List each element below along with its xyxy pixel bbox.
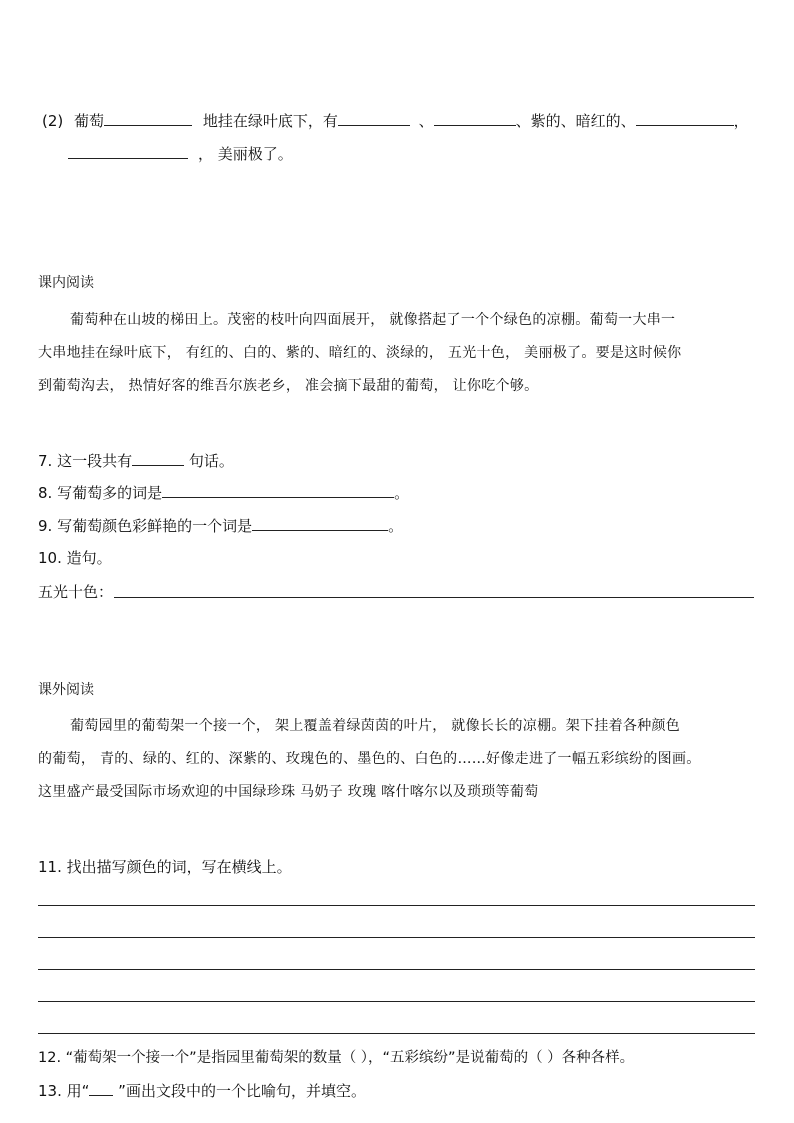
- answer-line[interactable]: [114, 597, 754, 598]
- answer-blank[interactable]: [104, 111, 192, 126]
- answer-blank[interactable]: [162, 483, 394, 498]
- answer-blank[interactable]: [252, 516, 388, 531]
- answer-line[interactable]: [38, 937, 755, 938]
- passage-line: 这里盛产最受国际市场欢迎的中国绿珍珠 马奶子 玫瑰 喀什喀尔以及琐琐等葡萄: [38, 784, 539, 800]
- reading-passage-1: [38, 304, 758, 403]
- passage-line: 的葡萄， 青的、绿的、红的、深紫的、玫瑰色的、墨色的、白色的……好像走进了一幅五彩缤纷的图画。: [38, 751, 701, 767]
- passage-line: 大串地挂在绿叶底下， 有红的、白的、紫的、暗红的、淡绿的， 五光十色， 美丽极了。要是这时候你: [38, 345, 682, 361]
- section-heading-in-class-reading: 课内阅读: [38, 275, 94, 291]
- question-8: 8. 写葡萄多的词是 。: [38, 484, 410, 502]
- answer-blank[interactable]: [636, 111, 734, 126]
- question-number: (2): [42, 112, 64, 130]
- answer-line[interactable]: [38, 905, 755, 906]
- question-7: 7. 这一段共有 句话。: [38, 452, 234, 470]
- reading-passage-2: [38, 710, 758, 809]
- answer-blank[interactable]: [434, 111, 516, 126]
- question-12: 12. “葡萄架一个接一个”是指园里葡萄架的数量（ ），“五彩缤纷”是说葡萄的（ ）各种各样。: [38, 1050, 635, 1066]
- answer-line[interactable]: [38, 969, 755, 970]
- question-2-line-2: ， 美丽极了。: [68, 144, 293, 164]
- answer-blank[interactable]: [338, 111, 410, 126]
- answer-blank[interactable]: [68, 144, 188, 159]
- question-9: 9. 写葡萄颜色彩鲜艳的一个词是 。: [38, 517, 404, 535]
- answer-blank[interactable]: [132, 451, 184, 466]
- sentence-making-label: 五光十色：: [38, 583, 114, 601]
- passage-line: 到葡萄沟去， 热情好客的维吾尔族老乡， 准会摘下最甜的葡萄， 让你吃个够。: [38, 378, 539, 394]
- underline-sample: [89, 1081, 113, 1096]
- passage-line: 葡萄园里的葡萄架一个接一个， 架上覆盖着绿茵茵的叶片， 就像长长的凉棚。架下挂着各种颜色: [70, 718, 681, 734]
- section-heading-extra-reading: 课外阅读: [38, 682, 94, 698]
- question-2-line-1: (2) 葡萄 地挂在绿叶底下，有 、 、紫的、暗红的、 ，: [42, 112, 749, 130]
- passage-line: 葡萄种在山坡的梯田上。茂密的枝叶向四面展开， 就像搭起了一个个绿色的凉棚。葡萄一大串一: [70, 312, 676, 328]
- question-13: 13. 用“ ”画出文段中的一个比喻句，并填空。: [38, 1082, 366, 1100]
- answer-line[interactable]: [38, 1033, 755, 1034]
- question-11: 11. 找出描写颜色的词，写在横线上。: [38, 858, 292, 876]
- answer-line[interactable]: [38, 1001, 755, 1002]
- question-10: 10. 造句。: [38, 549, 112, 567]
